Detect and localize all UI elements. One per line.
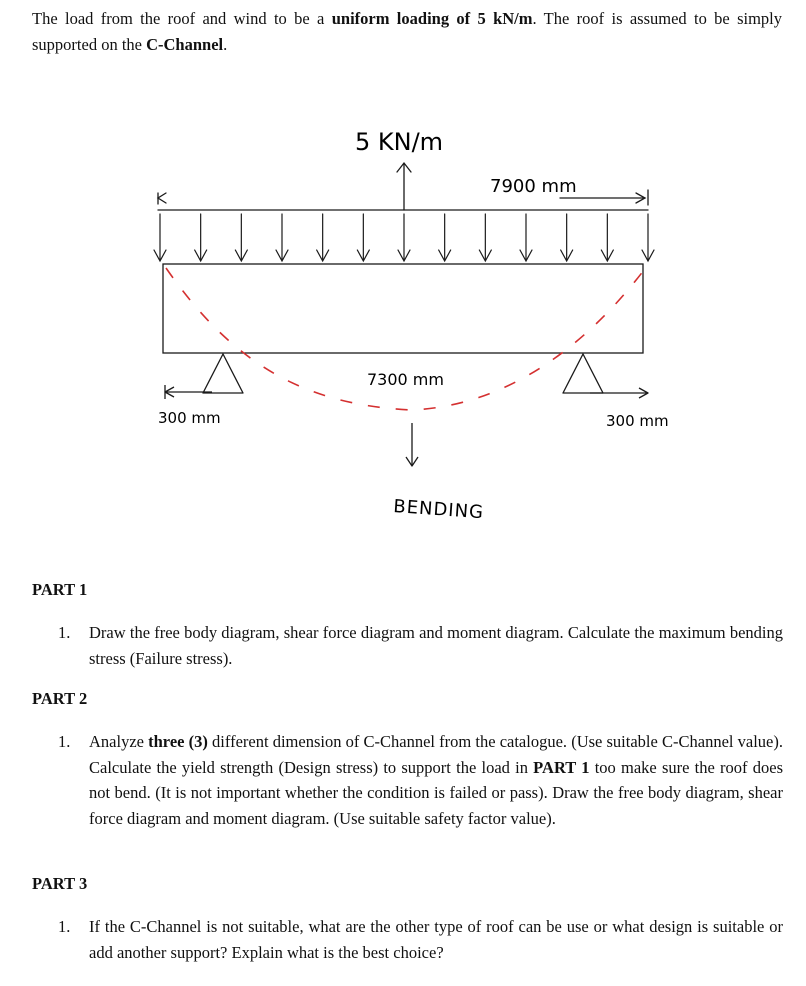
part2-bold-three: three (3) <box>148 732 208 751</box>
part1-item <box>58 620 783 671</box>
load-label: 5 KN/m <box>355 128 444 156</box>
intro-bold-channel: C-Channel <box>146 35 224 54</box>
part1-item-number: 1. <box>58 623 71 642</box>
part2-heading: PART 2 <box>32 689 88 708</box>
intro-text-1: The load from the roof and wind to be a <box>32 9 332 28</box>
span-label: 7300 mm <box>367 370 444 389</box>
beam-rectangle <box>163 264 643 353</box>
overhang-right-label: 300 mm <box>606 412 669 430</box>
part2-text-1: Analyze <box>89 732 149 751</box>
part3-item-text: If the C-Channel is not suitable, what are the other type of roof can be use or what design is suitable or add another support? Explain what is the best choice? <box>89 917 783 962</box>
part2-item-number: 1. <box>58 732 71 751</box>
intro-text-3: . <box>223 35 228 54</box>
overhang-left-label: 300 mm <box>158 409 221 427</box>
part2-item-text <box>89 729 783 831</box>
part1-item-text: Draw the free body diagram, shear force diagram and moment diagram. Calculate the maximum bending stress (Failure stress). <box>89 623 783 668</box>
intro-bold-loading: uniform loading of 5 kN/m <box>331 9 533 28</box>
distributed-load-arrows <box>154 214 654 261</box>
intro-text-2: . The roof is assumed to be simply supported on the <box>32 9 783 54</box>
part3-item <box>58 914 783 965</box>
part2-item <box>58 729 783 831</box>
bending-label: BENDING <box>392 496 485 524</box>
part2-text-2: different dimension of C-Channel from the catalogue. (Use suitable C-Channel value). Calculate the yield strength (Design stress) to support the load in <box>89 732 783 777</box>
part2-bold-part1: PART 1 <box>533 757 590 777</box>
dim-7900-left-arrowhead <box>158 193 166 203</box>
part2-text-3: too make sure the roof does not bend. (It is not important whether the condition is failed or pass). Draw the free body diagram, shear force diagram and moment diagram. (Use suitable safety factor value). <box>89 757 783 828</box>
left-support-triangle <box>203 354 243 393</box>
length-top-label: 7900 mm <box>490 176 577 197</box>
part1-heading: PART 1 <box>32 580 88 599</box>
part3-heading: PART 3 <box>32 874 88 893</box>
part3-item-number: 1. <box>58 917 71 936</box>
right-support-triangle <box>563 354 603 393</box>
